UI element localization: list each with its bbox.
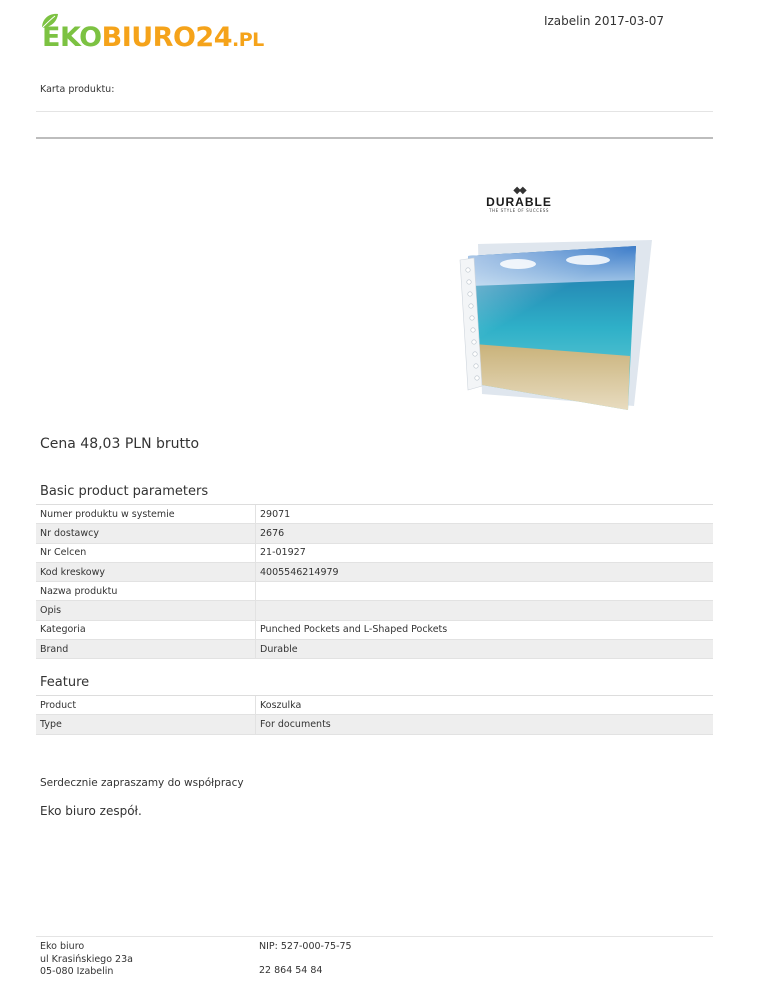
divider	[36, 111, 713, 112]
table-row	[36, 524, 713, 543]
table-row	[36, 582, 713, 601]
feature-value: For documents	[256, 715, 714, 734]
company-street: ul Krasińskiego 23a	[40, 953, 133, 965]
logo-biuro-text: BIURO24	[101, 22, 232, 53]
company-address	[40, 941, 133, 979]
param-value	[256, 582, 714, 601]
product-image	[438, 226, 660, 430]
header-date: Izabelin 2017-03-07	[543, 14, 664, 28]
table-row	[36, 543, 713, 562]
brand-name: DURABLE	[486, 195, 552, 209]
feature-key: Type	[36, 715, 256, 734]
card-label: Karta produktu:	[40, 84, 115, 95]
param-key: Kod kreskowy	[36, 562, 256, 581]
footer-divider	[36, 936, 713, 937]
basic-params-title: Basic product parameters	[40, 484, 209, 499]
divider-thick	[36, 137, 713, 139]
brand-tagline: THE STYLE OF SUCCESS	[488, 208, 550, 213]
company-name: Eko biuro	[40, 941, 85, 952]
feature-key: Product	[36, 696, 256, 715]
param-value	[256, 601, 714, 620]
param-value: 4005546214979	[256, 562, 714, 581]
brand-logo	[474, 186, 564, 216]
table-row	[36, 640, 713, 659]
table-row	[36, 715, 713, 734]
param-key: Nr dostawcy	[36, 524, 256, 543]
param-key: Kategoria	[36, 620, 256, 639]
table-row	[36, 562, 713, 581]
company-city: 05-080 Izabelin	[40, 966, 114, 977]
table-row	[36, 505, 713, 524]
table-row	[36, 696, 713, 715]
logo-eko-text: EKO	[42, 22, 102, 53]
param-value: 2676	[256, 524, 714, 543]
param-key: Nazwa produktu	[36, 582, 256, 601]
company-nip: NIP: 527-000-75-75	[259, 941, 352, 952]
feature-title: Feature	[40, 675, 90, 690]
team-signature: Eko biuro zespół.	[40, 804, 142, 818]
invitation-text: Serdecznie zapraszamy do współpracy	[40, 777, 244, 789]
feature-value: Koszulka	[256, 696, 714, 715]
param-value: Punched Pockets and L-Shaped Pockets	[256, 620, 714, 639]
table-row	[36, 601, 713, 620]
param-key: Numer produktu w systemie	[36, 505, 256, 524]
param-key: Nr Celcen	[36, 543, 256, 562]
company-phone: 22 864 54 84	[259, 965, 323, 976]
param-key: Brand	[36, 640, 256, 659]
param-value: 21-01927	[256, 543, 714, 562]
table-row	[36, 620, 713, 639]
param-value: 29071	[256, 505, 714, 524]
param-value: Durable	[256, 640, 714, 659]
logo-pl-text: .PL	[231, 29, 264, 51]
brand-chevron-icon: ◆◆	[513, 185, 525, 196]
param-key: Opis	[36, 601, 256, 620]
product-price: Cena 48,03 PLN brutto	[40, 436, 200, 452]
feature-table	[36, 696, 713, 735]
company-logo	[38, 10, 278, 58]
basic-params-table	[36, 505, 713, 659]
